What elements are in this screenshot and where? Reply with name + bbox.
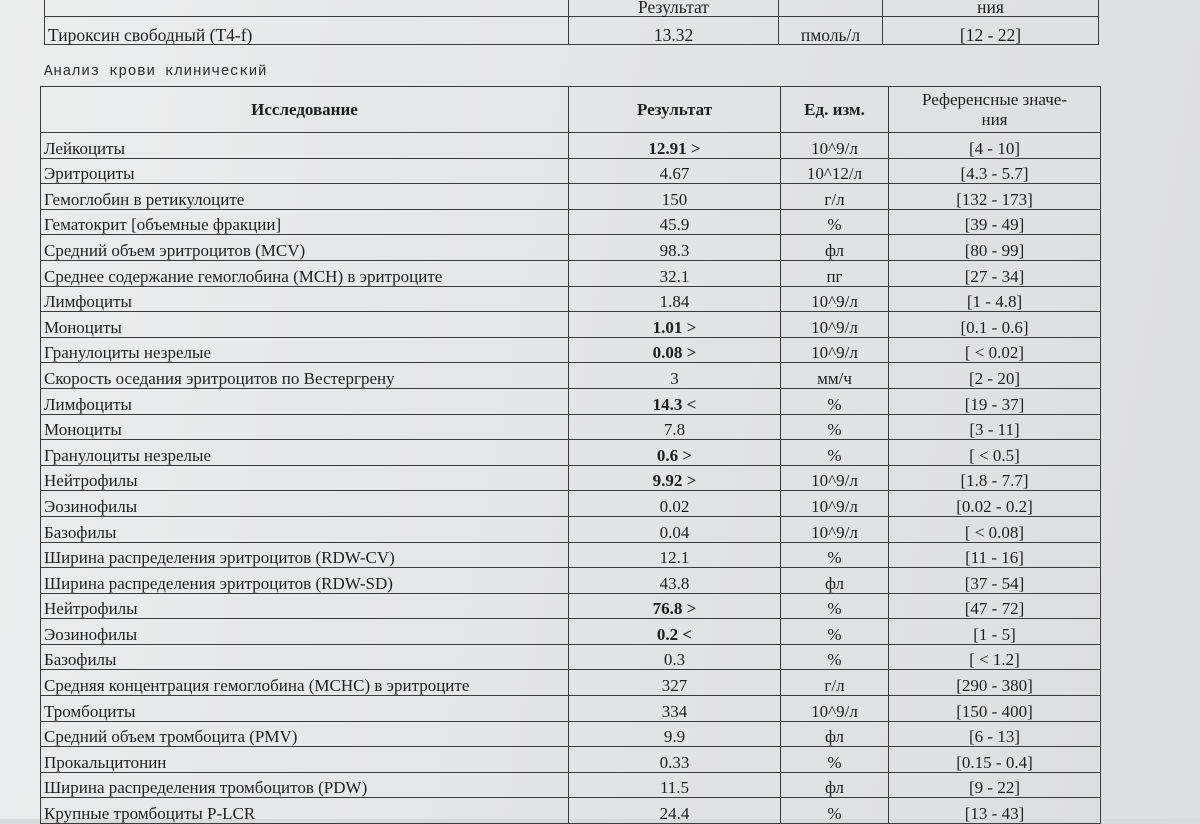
test-result: 76.8 > (569, 593, 781, 619)
test-reference: [ < 0.02] (889, 337, 1101, 363)
column-header-name: Исследование (41, 87, 569, 133)
test-name: Крупные тромбоциты P-LCR (41, 798, 569, 824)
test-reference: [ < 0.5] (889, 440, 1101, 466)
table-row (41, 644, 1101, 670)
section-title: Анализ крови клинический (44, 64, 268, 80)
test-name: Гематокрит [объемные фракции] (41, 209, 569, 235)
table-row (41, 388, 1101, 414)
table-row (41, 772, 1101, 798)
test-reference: [13 - 43] (889, 798, 1101, 824)
test-reference: [1 - 4.8] (889, 286, 1101, 312)
test-reference: [0.02 - 0.2] (889, 491, 1101, 517)
test-reference: [12 - 22] (883, 17, 1099, 45)
test-name: Ширина распределения тромбоцитов (PDW) (41, 772, 569, 798)
test-result: 45.9 (569, 209, 781, 235)
test-name: Ширина распределения эритроцитов (RDW-SD) (41, 568, 569, 594)
test-unit: % (781, 542, 889, 568)
test-unit: % (781, 644, 889, 670)
test-unit: % (781, 593, 889, 619)
blood-test-table (40, 86, 1101, 824)
column-header-reference (889, 87, 1101, 133)
test-reference: [290 - 380] (889, 670, 1101, 696)
test-result: 7.8 (569, 414, 781, 440)
test-name: Нейтрофилы (41, 593, 569, 619)
test-result: 150 (569, 184, 781, 210)
test-name: Моноциты (41, 312, 569, 338)
table-header-row (41, 87, 1101, 133)
test-reference: [ < 1.2] (889, 644, 1101, 670)
test-name: Ширина распределения эритроцитов (RDW-CV) (41, 542, 569, 568)
test-unit: % (781, 440, 889, 466)
test-reference: [47 - 72] (889, 593, 1101, 619)
test-unit: % (781, 414, 889, 440)
test-result: 4.67 (569, 158, 781, 184)
test-unit: фл (781, 568, 889, 594)
test-name: Лейкоциты (41, 133, 569, 159)
header-cell: ния (883, 0, 1099, 17)
table-row (41, 798, 1101, 824)
test-result: 12.91 > (569, 133, 781, 159)
table-row (41, 286, 1101, 312)
test-name: Эритроциты (41, 158, 569, 184)
table-row (41, 491, 1101, 517)
test-name: Нейтрофилы (41, 465, 569, 491)
test-result: 13.32 (569, 17, 779, 45)
test-name: Базофилы (41, 644, 569, 670)
test-result: 3 (569, 363, 781, 389)
header-cell (779, 0, 883, 17)
test-unit: % (781, 388, 889, 414)
table-row (41, 184, 1101, 210)
test-name: Скорость оседания эритроцитов по Вестергрену (41, 363, 569, 389)
test-unit: 10^9/л (781, 286, 889, 312)
test-unit: пмоль/л (779, 17, 883, 45)
test-name: Тироксин свободный (T4-f) (45, 17, 569, 45)
table-row (41, 133, 1101, 159)
test-result: 334 (569, 696, 781, 722)
test-result: 0.6 > (569, 440, 781, 466)
test-name: Моноциты (41, 414, 569, 440)
table-row (41, 440, 1101, 466)
table-row (41, 260, 1101, 286)
test-reference: [0.1 - 0.6] (889, 312, 1101, 338)
test-reference: [6 - 13] (889, 721, 1101, 747)
test-reference: [9 - 22] (889, 772, 1101, 798)
table-row (41, 337, 1101, 363)
test-reference: [150 - 400] (889, 696, 1101, 722)
test-reference: [39 - 49] (889, 209, 1101, 235)
test-reference: [0.15 - 0.4] (889, 747, 1101, 773)
test-reference: [4 - 10] (889, 133, 1101, 159)
test-unit: 10^12/л (781, 158, 889, 184)
test-reference: [1.8 - 7.7] (889, 465, 1101, 491)
test-unit: фл (781, 235, 889, 261)
test-result: 9.9 (569, 721, 781, 747)
test-name: Средний объем тромбоцита (PMV) (41, 721, 569, 747)
test-result: 0.08 > (569, 337, 781, 363)
table-row (41, 312, 1101, 338)
test-result: 0.04 (569, 516, 781, 542)
test-name: Тромбоциты (41, 696, 569, 722)
table-row (41, 568, 1101, 594)
test-result: 11.5 (569, 772, 781, 798)
test-unit: фл (781, 772, 889, 798)
table-row (41, 516, 1101, 542)
test-reference: [ < 0.08] (889, 516, 1101, 542)
test-reference: [1 - 5] (889, 619, 1101, 645)
test-unit: г/л (781, 184, 889, 210)
test-result: 0.2 < (569, 619, 781, 645)
table-row (41, 158, 1101, 184)
test-reference: [2 - 20] (889, 363, 1101, 389)
table-header-row (45, 0, 1099, 17)
test-reference: [80 - 99] (889, 235, 1101, 261)
test-unit: фл (781, 721, 889, 747)
test-result: 24.4 (569, 798, 781, 824)
test-reference: [3 - 11] (889, 414, 1101, 440)
test-name: Базофилы (41, 516, 569, 542)
test-result: 43.8 (569, 568, 781, 594)
table-row (41, 542, 1101, 568)
test-name: Лимфоциты (41, 286, 569, 312)
table-row (41, 235, 1101, 261)
table-row (41, 593, 1101, 619)
test-result: 327 (569, 670, 781, 696)
column-header-unit: Ед. изм. (781, 87, 889, 133)
table-row (41, 209, 1101, 235)
table-row (41, 696, 1101, 722)
test-unit: % (781, 619, 889, 645)
test-name: Гемоглобин в ретикулоците (41, 184, 569, 210)
column-header-reference-line1: Референсные значе- (922, 90, 1067, 110)
table-row (41, 721, 1101, 747)
header-cell: Результат (569, 0, 779, 17)
test-reference: [11 - 16] (889, 542, 1101, 568)
test-unit: 10^9/л (781, 491, 889, 517)
test-name: Средняя концентрация гемоглобина (МСНС) в эритроците (41, 670, 569, 696)
test-unit: 10^9/л (781, 133, 889, 159)
test-result: 9.92 > (569, 465, 781, 491)
test-reference: [19 - 37] (889, 388, 1101, 414)
test-result: 98.3 (569, 235, 781, 261)
table-row (41, 465, 1101, 491)
test-reference: [4.3 - 5.7] (889, 158, 1101, 184)
test-result: 0.3 (569, 644, 781, 670)
test-result: 1.84 (569, 286, 781, 312)
test-name: Гранулоциты незрелые (41, 440, 569, 466)
thyroid-results-table (44, 0, 1099, 45)
test-name: Прокальцитонин (41, 747, 569, 773)
table-row (41, 363, 1101, 389)
test-unit: 10^9/л (781, 516, 889, 542)
table-row (41, 619, 1101, 645)
test-result: 0.02 (569, 491, 781, 517)
test-unit: % (781, 798, 889, 824)
test-reference: [27 - 34] (889, 260, 1101, 286)
table-row (41, 414, 1101, 440)
table-body (41, 133, 1101, 824)
test-name: Среднее содержание гемоглобина (МСН) в эритроците (41, 260, 569, 286)
test-result: 0.33 (569, 747, 781, 773)
test-unit: мм/ч (781, 363, 889, 389)
test-unit: г/л (781, 670, 889, 696)
test-unit: 10^9/л (781, 312, 889, 338)
test-name: Средний объем эритроцитов (MCV) (41, 235, 569, 261)
test-unit: % (781, 747, 889, 773)
test-name: Эозинофилы (41, 491, 569, 517)
test-result: 1.01 > (569, 312, 781, 338)
column-header-reference-line2: ния (981, 109, 1008, 129)
test-unit: 10^9/л (781, 696, 889, 722)
test-unit: 10^9/л (781, 337, 889, 363)
test-name: Лимфоциты (41, 388, 569, 414)
test-result: 12.1 (569, 542, 781, 568)
test-result: 32.1 (569, 260, 781, 286)
test-name: Гранулоциты незрелые (41, 337, 569, 363)
table-row (41, 747, 1101, 773)
test-unit: пг (781, 260, 889, 286)
table-row (41, 670, 1101, 696)
column-header-result: Результат (569, 87, 781, 133)
test-result: 14.3 < (569, 388, 781, 414)
test-reference: [132 - 173] (889, 184, 1101, 210)
test-unit: % (781, 209, 889, 235)
test-reference: [37 - 54] (889, 568, 1101, 594)
test-unit: 10^9/л (781, 465, 889, 491)
table-row (45, 17, 1099, 45)
test-name: Эозинофилы (41, 619, 569, 645)
